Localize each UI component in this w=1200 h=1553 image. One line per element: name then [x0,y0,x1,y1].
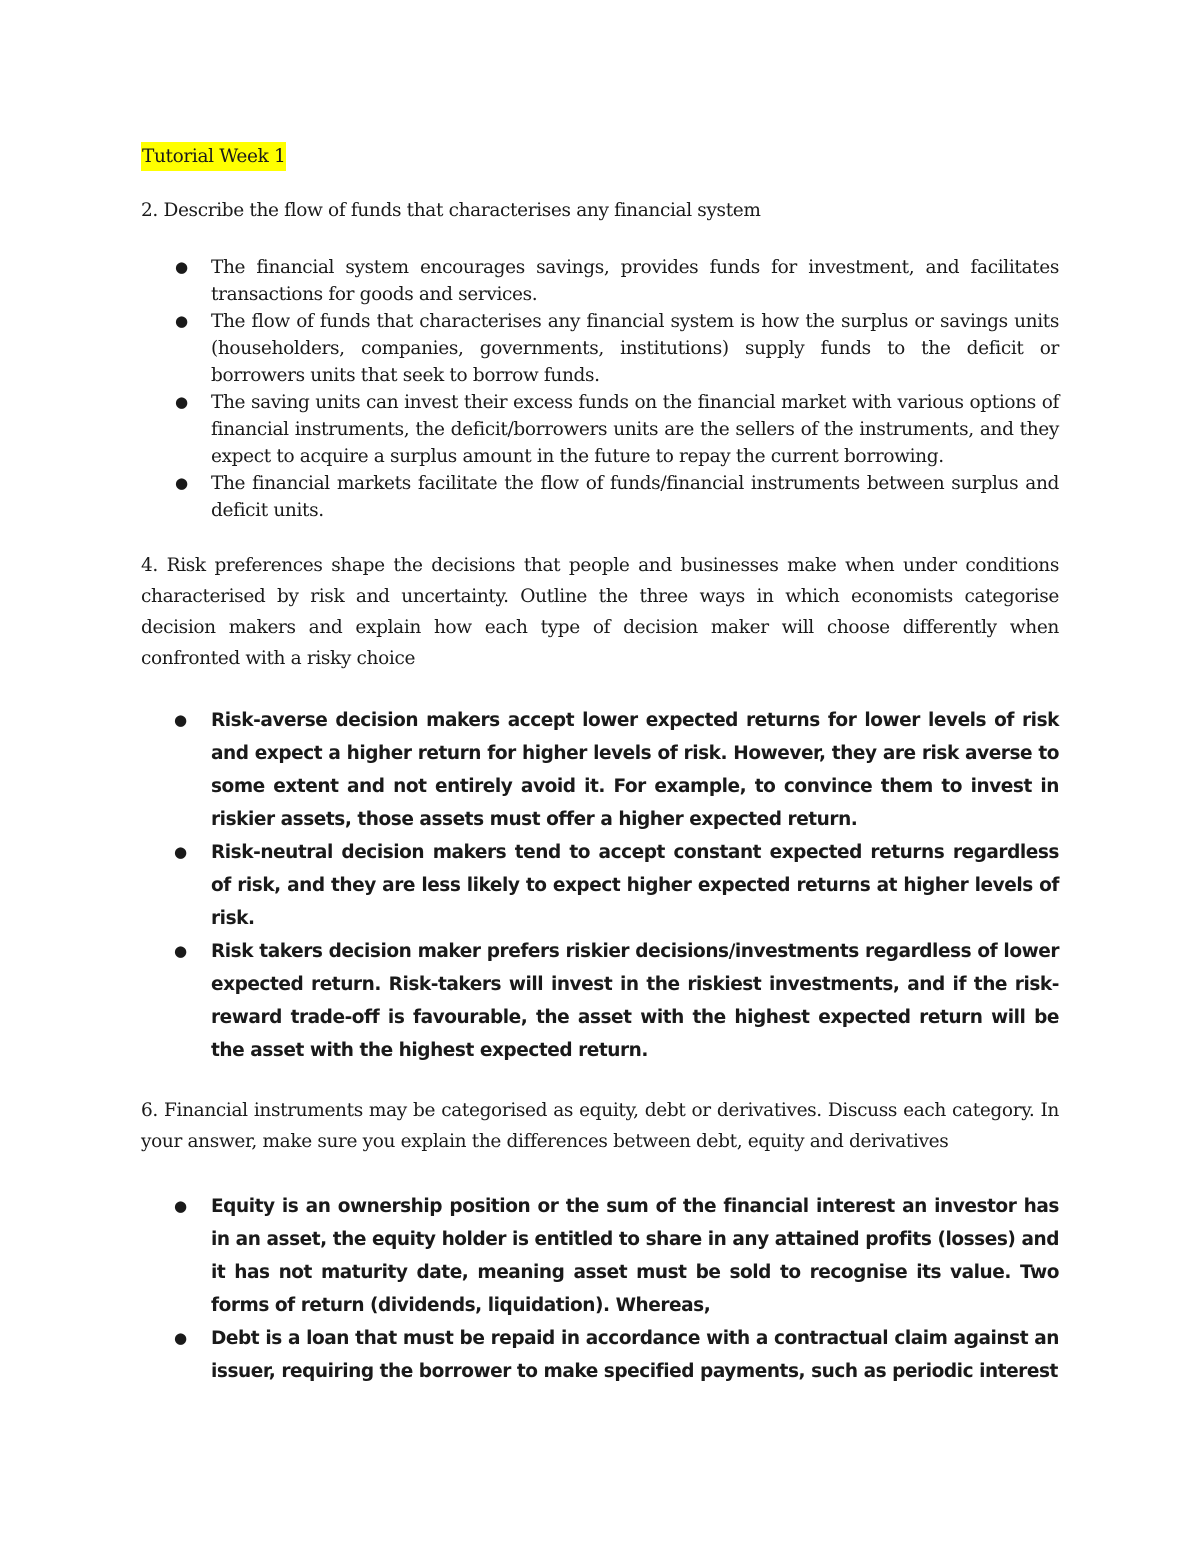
answer-text: Risk-neutral decision makers tend to accept constant expected returns regardless of risk, and they are less likely to expect higher expected returns at higher levels of risk. [211,842,1059,929]
answer-text: The saving units can invest their excess funds on the financial market with various options of financial instruments, the deficit/borrowers units are the sellers of the instruments, and they expect to acquire a surplus amount in the future to repay the current borrowing. [211,392,1059,467]
list-item [141,935,1059,1067]
list-item [141,470,1059,524]
answer-text: Equity is an ownership position or the sum of the financial interest an investor has in an asset, the equity holder is entitled to share in any attained profits (losses) and it has not maturity date, meaning asset must be sold to recognise its value. Two forms of return (dividends, liquidation). Whereas, [211,1196,1059,1316]
question-4: 4. Risk preferences shape the decisions that people and businesses make when under conditions characterised by risk and uncertainty. Outline the three ways in which economists categorise decision makers and explain how each type of decision maker will choose differently when confronted with a risky choice [141,555,1059,669]
list-item [141,308,1059,389]
answer-text: The financial markets facilitate the flow of funds/financial instruments between surplus and deficit units. [211,473,1059,521]
title-line [141,142,1059,171]
question-4-answers [141,704,1059,1067]
bullet-icon: ● [175,393,188,411]
bullet-icon: ● [175,312,188,330]
bullet-icon: ● [174,1329,187,1347]
question-6-answers [141,1190,1059,1388]
answer-text: Risk-averse decision makers accept lower expected returns for lower levels of risk and expect a higher return for higher levels of risk. However, they are risk averse to some extent and not entirely avoid it. For example, to convince them to invest in riskier assets, those assets must offer a higher expected return. [211,710,1059,830]
answer-text: Debt is a loan that must be repaid in accordance with a contractual claim against an issuer, requiring the borrower to make specified payments, such as periodic interest [211,1328,1059,1382]
document-body [141,142,1059,1388]
bullet-icon: ● [174,843,187,861]
list-item [141,704,1059,836]
answer-text: Risk takers decision maker prefers riskier decisions/investments regardless of lower expected return. Risk-takers will invest in the riskiest investments, and if the risk-reward trade-off is favourable, the asset with the highest expected return will be the asset with the highest expected return. [211,941,1059,1061]
question-2-answers [141,254,1059,524]
list-item [141,1190,1059,1322]
question-2: 2. Describe the flow of funds that characterises any financial system [141,200,761,221]
bullet-icon: ● [174,711,187,729]
bullet-icon: ● [175,474,188,492]
bullet-icon: ● [174,942,187,960]
list-item [141,1322,1059,1388]
bullet-icon: ● [175,258,188,276]
bullet-icon: ● [174,1197,187,1215]
document-title: Tutorial Week 1 [141,142,286,171]
answer-text: The financial system encourages savings, provides funds for investment, and facilitates transactions for goods and services. [211,257,1059,305]
list-item [141,389,1059,470]
question-6: 6. Financial instruments may be categorised as equity, debt or derivatives. Discuss each category. In your answer, make sure you explain the differences between debt, equity and derivatives [141,1100,1059,1152]
list-item [141,836,1059,935]
list-item [141,254,1059,308]
answer-text: The flow of funds that characterises any financial system is how the surplus or savings units (householders, companies, governments, institutions) supply funds to the deficit or borrowers units that seek to borrow funds. [211,311,1059,386]
